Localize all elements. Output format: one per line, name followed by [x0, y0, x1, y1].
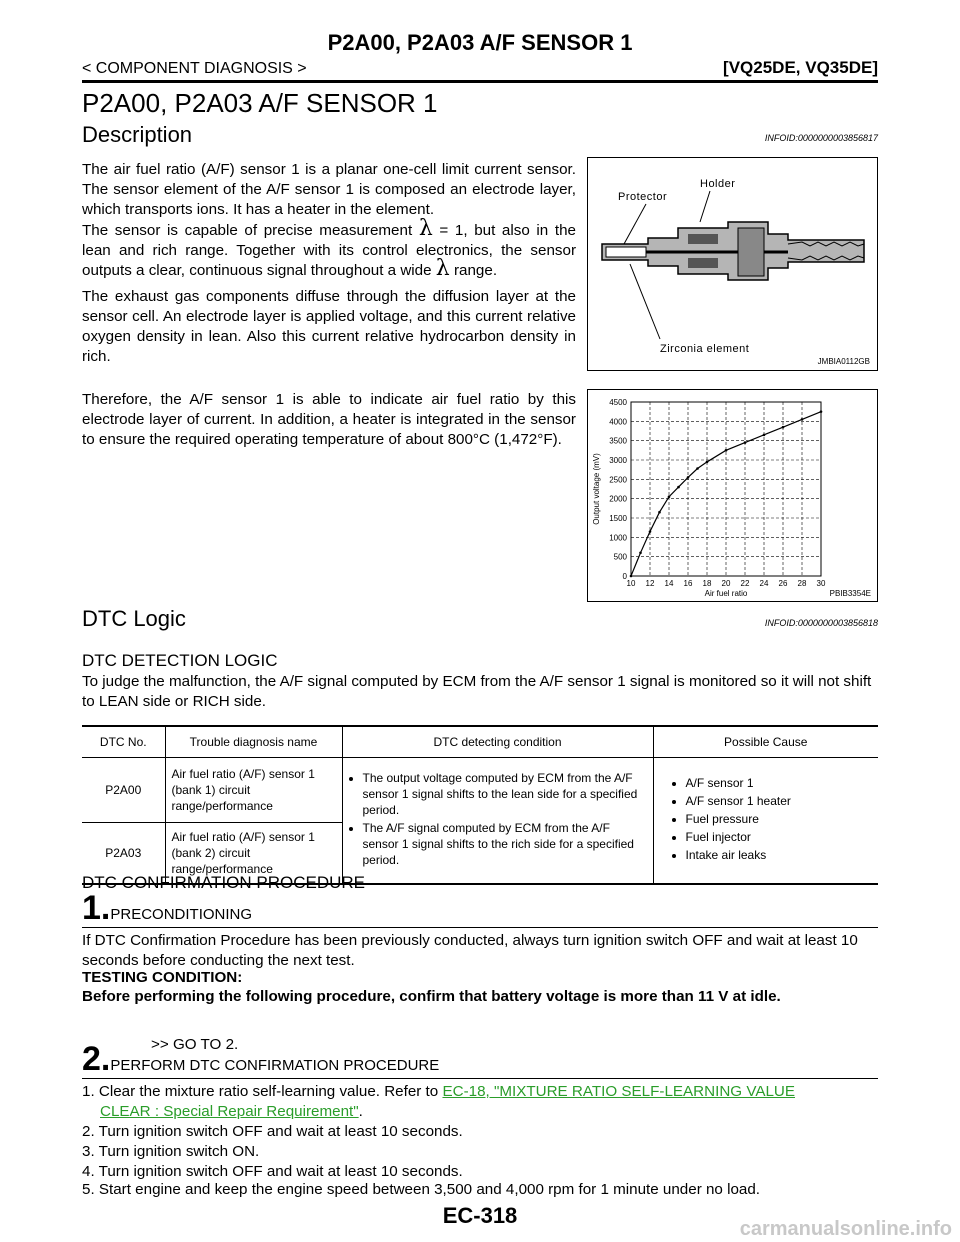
y-tick-label: 3000	[609, 456, 627, 465]
y-tick-label: 3500	[609, 436, 627, 446]
sensor-figure	[587, 157, 878, 371]
y-tick-label: 4500	[609, 398, 627, 407]
table-header-condition: DTC detecting condition	[342, 727, 653, 758]
ec18-link[interactable]: EC-18, "MIXTURE RATIO SELF-LEARNING VALUE	[442, 1083, 795, 1100]
page-number: EC-318	[442, 1203, 518, 1228]
description-para2: The sensor is capable of precise measurement λ = 1, but also in the lean and rich range. Together with its control electronics, the sensor outputs a clear, continuous signal throughout a wide λ range.	[82, 216, 576, 281]
x-tick-label: 18	[702, 579, 712, 588]
step1-rule	[82, 927, 878, 928]
table-cell-name: Air fuel ratio (A/F) sensor 1 (bank 2) circuit range/performance	[165, 823, 342, 883]
step2-title: PERFORM DTC CONFIRMATION PROCEDURE	[110, 1057, 440, 1074]
dtc-confirmation-heading: DTC CONFIRMATION PROCEDURE	[82, 873, 366, 892]
x-axis-label: Air fuel ratio	[704, 589, 748, 598]
x-tick-label: 14	[664, 579, 674, 588]
dtc-table	[82, 727, 878, 883]
table-cell-cause	[653, 758, 878, 883]
protector-label: Protector	[618, 191, 668, 203]
data-point	[820, 410, 823, 413]
y-tick-label: 4000	[609, 417, 627, 427]
goto-step2: >> GO TO 2.	[151, 1036, 239, 1053]
data-point	[696, 467, 699, 470]
x-tick-label: 16	[683, 579, 693, 588]
table-cell-name: Air fuel ratio (A/F) sensor 1 (bank 1) circuit range/performance	[165, 758, 342, 823]
x-tick-label: 22	[740, 579, 750, 588]
holder-label: Holder	[700, 178, 736, 190]
dtc-logic-para: To judge the malfunction, the A/F signal computed by ECM from the A/F sensor 1 signal is monitored so it will not shift to LEAN side or RICH side.	[82, 673, 872, 710]
table-cell-dtc: P2A00	[82, 758, 165, 823]
step2-rule	[82, 1078, 878, 1079]
x-tick-label: 30	[816, 579, 826, 588]
table-header-dtc: DTC No.	[82, 727, 165, 758]
data-point	[744, 441, 747, 444]
y-tick-label: 500	[613, 552, 627, 562]
x-tick-label: 26	[778, 579, 788, 588]
dtc-logic-infoid: INFOID:0000000003856818	[764, 618, 878, 628]
condition-item: • The A/F signal computed by ECM from the A/F sensor 1 signal shifts to the rich side for a specified period.	[363, 820, 647, 868]
zirconia-label: Zirconia element	[660, 343, 750, 355]
figure1-code: JMBIA0112GB	[817, 357, 870, 366]
header-rule	[82, 80, 878, 83]
x-tick-label: 28	[797, 579, 807, 588]
output-voltage-chart	[588, 390, 877, 601]
table-header-name: Trouble diagnosis name	[165, 727, 342, 758]
data-point	[763, 434, 766, 437]
y-tick-label: 1500	[609, 514, 627, 523]
cause-item: • Fuel pressure	[686, 811, 873, 827]
procedure-item-4: 4. Turn ignition switch OFF and wait at least 10 seconds.	[82, 1163, 463, 1180]
breadcrumb: < COMPONENT DIAGNOSIS >	[82, 60, 307, 77]
testing-condition-text: Before performing the following procedure, confirm that battery voltage is more than 11 V at idle.	[82, 988, 781, 1005]
step1-title: PRECONDITIONING	[110, 906, 253, 923]
watermark: carmanualsonline.info	[739, 1218, 952, 1240]
cause-item: • Fuel injector	[686, 829, 873, 845]
y-tick-label: 0	[622, 572, 627, 581]
step2-heading	[82, 1040, 439, 1079]
procedure-item-1-cont: CLEAR : Special Repair Requirement".	[100, 1103, 363, 1120]
data-point	[658, 511, 661, 514]
data-point	[706, 461, 709, 464]
table-cell-condition	[342, 758, 653, 883]
condition-item: • The output voltage computed by ECM from the A/F sensor 1 signal shifts to the lean side for a specified period.	[363, 770, 647, 818]
data-point	[639, 552, 642, 555]
engine-label: [VQ25DE, VQ35DE]	[723, 58, 878, 77]
sensor-cross-section-diagram	[588, 158, 877, 370]
y-tick-label: 2000	[609, 494, 627, 504]
dtc-detection-logic-heading: DTC DETECTION LOGIC	[82, 651, 278, 670]
dtc-logic-heading: DTC Logic	[82, 606, 186, 631]
ec18-link-cont[interactable]: CLEAR : Special Repair Requirement"	[100, 1103, 359, 1120]
figure2-code: PBIB3354E	[829, 589, 871, 598]
procedure-item-1: 1. Clear the mixture ratio self-learning value. Refer to EC-18, "MIXTURE RATIO SELF-LEARNING VALUE	[82, 1083, 795, 1100]
data-point	[801, 418, 804, 421]
description-para4: Therefore, the A/F sensor 1 is able to indicate air fuel ratio by this electrode layer of current. In addition, a heater is integrated in the sensor to ensure the required operating temperature of about 800°C (1,472°F).	[82, 391, 576, 448]
section-title: P2A00, P2A03 A/F SENSOR 1	[82, 88, 438, 118]
chart-figure	[587, 389, 878, 602]
step1-heading	[82, 889, 252, 928]
data-point	[630, 575, 633, 578]
cause-item: • Intake air leaks	[686, 847, 873, 863]
data-point	[725, 449, 728, 452]
page-heading: P2A00, P2A03 A/F SENSOR 1	[327, 30, 633, 55]
step1-number: 1.	[82, 889, 111, 927]
data-point	[687, 476, 690, 479]
step1-para: If DTC Confirmation Procedure has been previously conducted, always turn ignition switch OFF and wait at least 10 seconds before conducting the next test.	[82, 932, 858, 969]
x-tick-label: 20	[721, 579, 731, 588]
step2-number: 2.	[82, 1040, 111, 1078]
procedure-item-3: 3. Turn ignition switch ON.	[82, 1143, 260, 1160]
data-point	[649, 530, 652, 533]
data-point	[782, 426, 785, 429]
description-heading: Description	[82, 122, 193, 147]
x-tick-label: 24	[759, 579, 769, 588]
description-para1: The air fuel ratio (A/F) sensor 1 is a planar one-cell limit current sensor. The sensor element of the A/F sensor 1 is composed an electrode layer, which transports ions. It has a heater in the element.	[82, 161, 576, 218]
data-point	[677, 486, 680, 489]
description-para3: The exhaust gas components diffuse through the diffusion layer at the sensor cell. An electrode layer is applied voltage, and this current relative oxygen density in lean. Also this current relative hydrocarbon density in rich.	[82, 288, 576, 365]
y-axis-label: Output voltage (mV)	[592, 453, 601, 525]
testing-condition-label: TESTING CONDITION:	[82, 969, 243, 986]
data-point	[668, 495, 671, 498]
cause-item: • A/F sensor 1 heater	[686, 793, 873, 809]
table-cell-dtc: P2A03	[105, 845, 142, 860]
x-tick-label: 10	[626, 579, 636, 588]
dtc-table-wrap	[82, 725, 878, 885]
description-infoid: INFOID:0000000003856817	[764, 133, 878, 143]
procedure-item-5: 5. Start engine and keep the engine speed between 3,500 and 4,000 rpm for 1 minute under no load.	[82, 1181, 761, 1198]
y-tick-label: 2500	[609, 475, 627, 485]
x-tick-label: 12	[645, 579, 655, 588]
y-tick-label: 1000	[609, 533, 627, 543]
table-header-cause: Possible Cause	[653, 727, 878, 758]
cause-item: • A/F sensor 1	[686, 775, 873, 791]
procedure-item-2: 2. Turn ignition switch OFF and wait at least 10 seconds.	[82, 1123, 463, 1140]
